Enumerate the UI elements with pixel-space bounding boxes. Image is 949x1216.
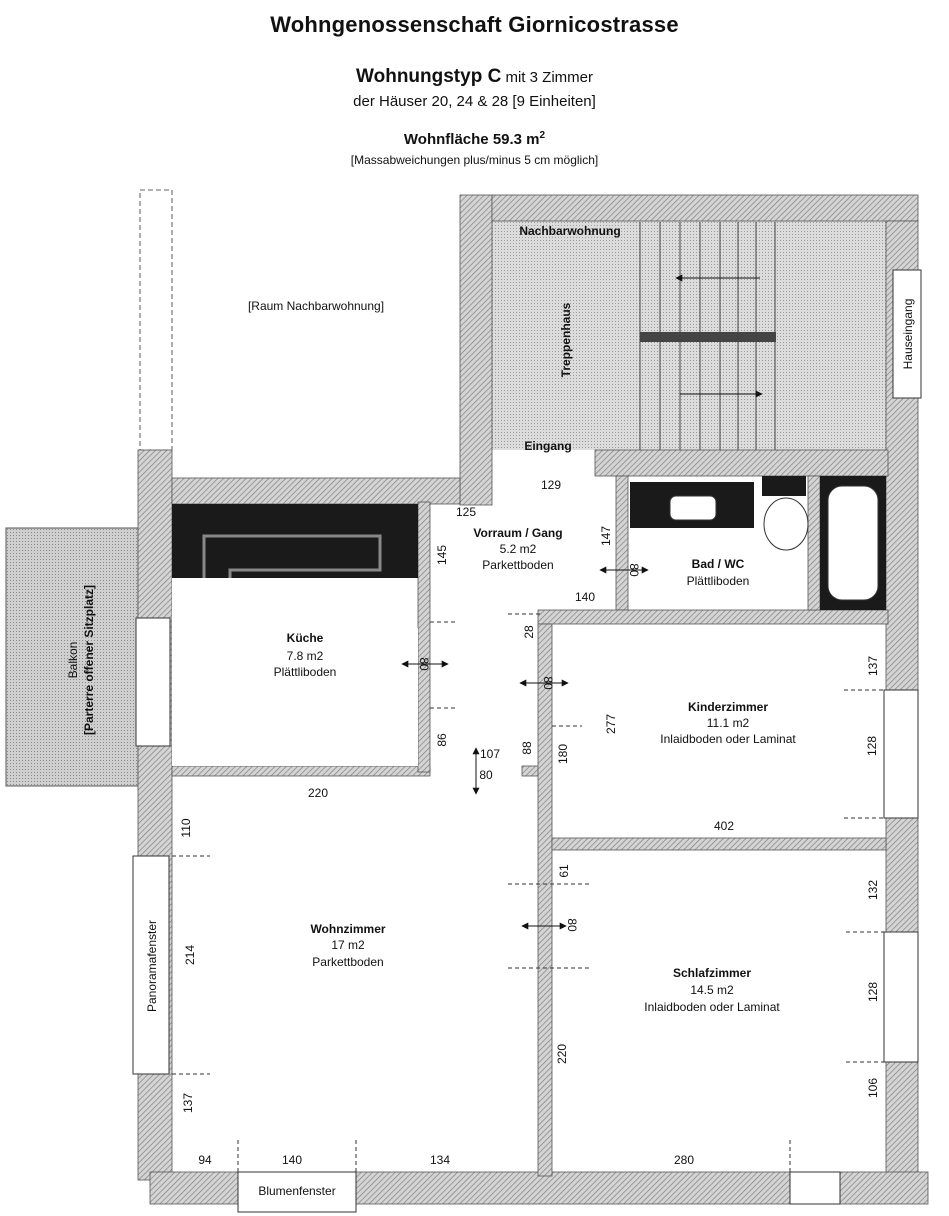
dim-214: 214: [183, 944, 197, 966]
houses-info: der Häuser 20, 24 & 28 [9 Einheiten]: [353, 93, 596, 110]
dim-107: 107: [479, 747, 501, 761]
kids-room-name: Kinderzimmer: [687, 700, 769, 714]
dim-88: 88: [520, 741, 534, 755]
sleep-room-name: Schlafzimmer: [672, 966, 752, 980]
hall-area: 5.2 m2: [499, 542, 537, 556]
living-area-unit: 2: [539, 130, 546, 141]
dim-137-living: 137: [181, 1092, 195, 1114]
stair-entry-bottom-label: Eingang: [524, 439, 572, 453]
sleep-room-window: [884, 932, 918, 1062]
dim-128-kids: 128: [865, 735, 879, 757]
hall-floor-type: Parkettboden: [482, 558, 554, 572]
hall-name: Vorraum / Gang: [473, 526, 563, 540]
bath-cistern: [762, 476, 806, 496]
living-area-value: Wohnfläche 59.3 m: [403, 131, 540, 148]
kids-room-area: 11.1 m2: [706, 716, 750, 730]
stair-landing: [640, 332, 776, 342]
dim-140: 140: [281, 1153, 303, 1167]
bottom-right-window: [790, 1172, 840, 1204]
bathtub-basin: [828, 486, 878, 600]
kitchen-name: Küche: [286, 631, 324, 645]
kitchen-corner: [172, 578, 236, 628]
kitchen-window: [136, 618, 170, 746]
bath-sink: [670, 496, 716, 520]
dim-125: 125: [455, 505, 477, 519]
dim-94: 94: [198, 1153, 212, 1167]
dim-402: 402: [713, 819, 735, 833]
dim-280: 280: [673, 1153, 695, 1167]
dim-132: 132: [866, 879, 880, 901]
flower-window-label: Blumenfenster: [258, 1184, 336, 1198]
balcony-label-2: [Parterre offener Sitzplatz]: [82, 584, 96, 736]
dim-80-kitchen: 80: [417, 657, 431, 671]
living-room-area: 17 m2: [331, 938, 365, 952]
dim-277: 277: [604, 713, 618, 735]
dim-80-bath: 80: [627, 563, 641, 577]
dim-180: 180: [556, 743, 570, 765]
bath-name: Bad / WC: [691, 557, 745, 571]
dim-80-door: 80: [479, 768, 493, 782]
apartment-rooms: mit 3 Zimmer: [501, 69, 593, 86]
bath-floor-type: Plättliboden: [686, 574, 750, 588]
living-room-name: Wohnzimmer: [310, 922, 386, 936]
panorama-window-label: Panoramafenster: [145, 919, 159, 1013]
dim-134: 134: [429, 1153, 451, 1167]
dim-220-bottom: 220: [555, 1043, 569, 1065]
stair-neighbor-label: Nachbarwohnung: [519, 224, 621, 238]
dim-80-sleep: 80: [565, 918, 579, 932]
page-title: Wohngenossenschaft Giornicostrasse: [270, 12, 679, 37]
apartment-type-label: Wohnungstyp C: [356, 66, 502, 87]
stairwell-label: Treppenhaus: [559, 302, 573, 378]
kitchen-floor-type: Plättliboden: [273, 665, 337, 679]
dim-110: 110: [179, 818, 193, 838]
dim-86: 86: [435, 733, 449, 747]
dim-145: 145: [435, 544, 449, 566]
balcony-label-1: Balkon: [66, 641, 80, 679]
kitchen-area: 7.8 m2: [286, 649, 324, 663]
sleep-room-floor-type: Inlaidboden oder Laminat: [644, 1000, 780, 1014]
dim-28: 28: [522, 625, 536, 639]
dim-61: 61: [557, 864, 571, 878]
neighbor-room-label: [Raum Nachbarwohnung]: [247, 299, 385, 313]
dim-220-top: 220: [307, 786, 329, 800]
tolerance-note: [Massabweichungen plus/minus 5 cm möglich]: [350, 153, 599, 167]
kids-room-floor-type: Inlaidboden oder Laminat: [660, 732, 796, 746]
kids-room-window: [884, 690, 918, 818]
dim-129: 129: [540, 478, 562, 492]
toilet: [764, 498, 808, 550]
sleep-room-area: 14.5 m2: [690, 983, 734, 997]
dim-80-hall: 80: [541, 676, 555, 690]
dim-140-bath: 140: [574, 590, 596, 604]
dim-147: 147: [599, 525, 613, 547]
dim-137-kids: 137: [866, 655, 880, 677]
dim-106: 106: [866, 1077, 880, 1099]
house-entrance-label: Hauseingang: [901, 298, 915, 370]
dim-128-sleep: 128: [866, 981, 880, 1003]
living-room-floor-type: Parkettboden: [312, 955, 384, 969]
